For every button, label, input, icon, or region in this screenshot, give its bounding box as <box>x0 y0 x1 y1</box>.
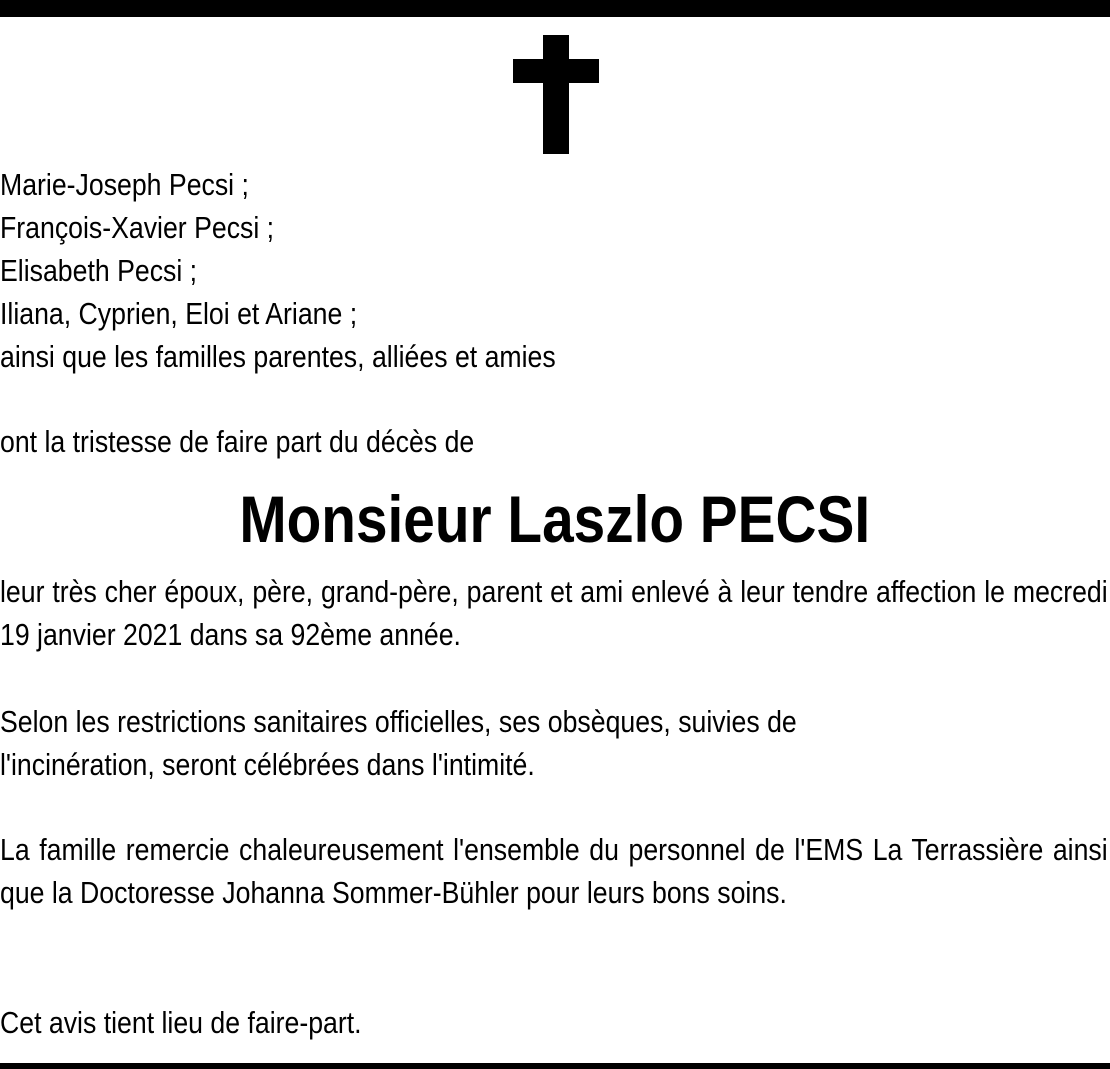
thanks-paragraph: La famille remercie chaleureusement l'ensemble du personnel de l'EMS La Terrassière ainsi que la Doctoresse Johanna Sommer-Bühler pour leurs bons soins. <box>0 832 1108 910</box>
latin-cross-icon <box>513 35 599 154</box>
cross-horizontal-bar <box>513 59 599 83</box>
family-relatives: ainsi que les familles parentes, alliées et amies <box>0 339 556 374</box>
deceased-name-text: Monsieur Laszlo PECSI <box>239 482 871 556</box>
family-member: Iliana, Cyprien, Eloi et Ariane ; <box>0 296 358 331</box>
bottom-border-rule <box>0 1063 1110 1069</box>
ceremony-line-1: Selon les restrictions sanitaires officielles, ses obsèques, suivies de <box>0 704 797 739</box>
tribute-paragraph: leur très cher époux, père, grand-père, parent et ami enlevé à leur tendre affection le mecredi 19 janvier 2021 dans sa 92ème année. <box>0 574 1108 652</box>
cross-vertical-bar <box>543 35 569 154</box>
family-member: François-Xavier Pecsi ; <box>0 210 275 245</box>
notice-line: Cet avis tient lieu de faire-part. <box>0 1005 362 1040</box>
ceremony-paragraph <box>0 700 1108 786</box>
family-list <box>0 163 1108 378</box>
announcement-intro: ont la tristesse de faire part du décès de <box>0 424 475 459</box>
top-border-rule <box>0 0 1110 17</box>
ceremony-line-2: l'incinération, seront célébrées dans l'intimité. <box>0 747 535 782</box>
family-member: Marie-Joseph Pecsi ; <box>0 167 249 202</box>
family-member: Elisabeth Pecsi ; <box>0 253 198 288</box>
deceased-name <box>0 478 1110 560</box>
